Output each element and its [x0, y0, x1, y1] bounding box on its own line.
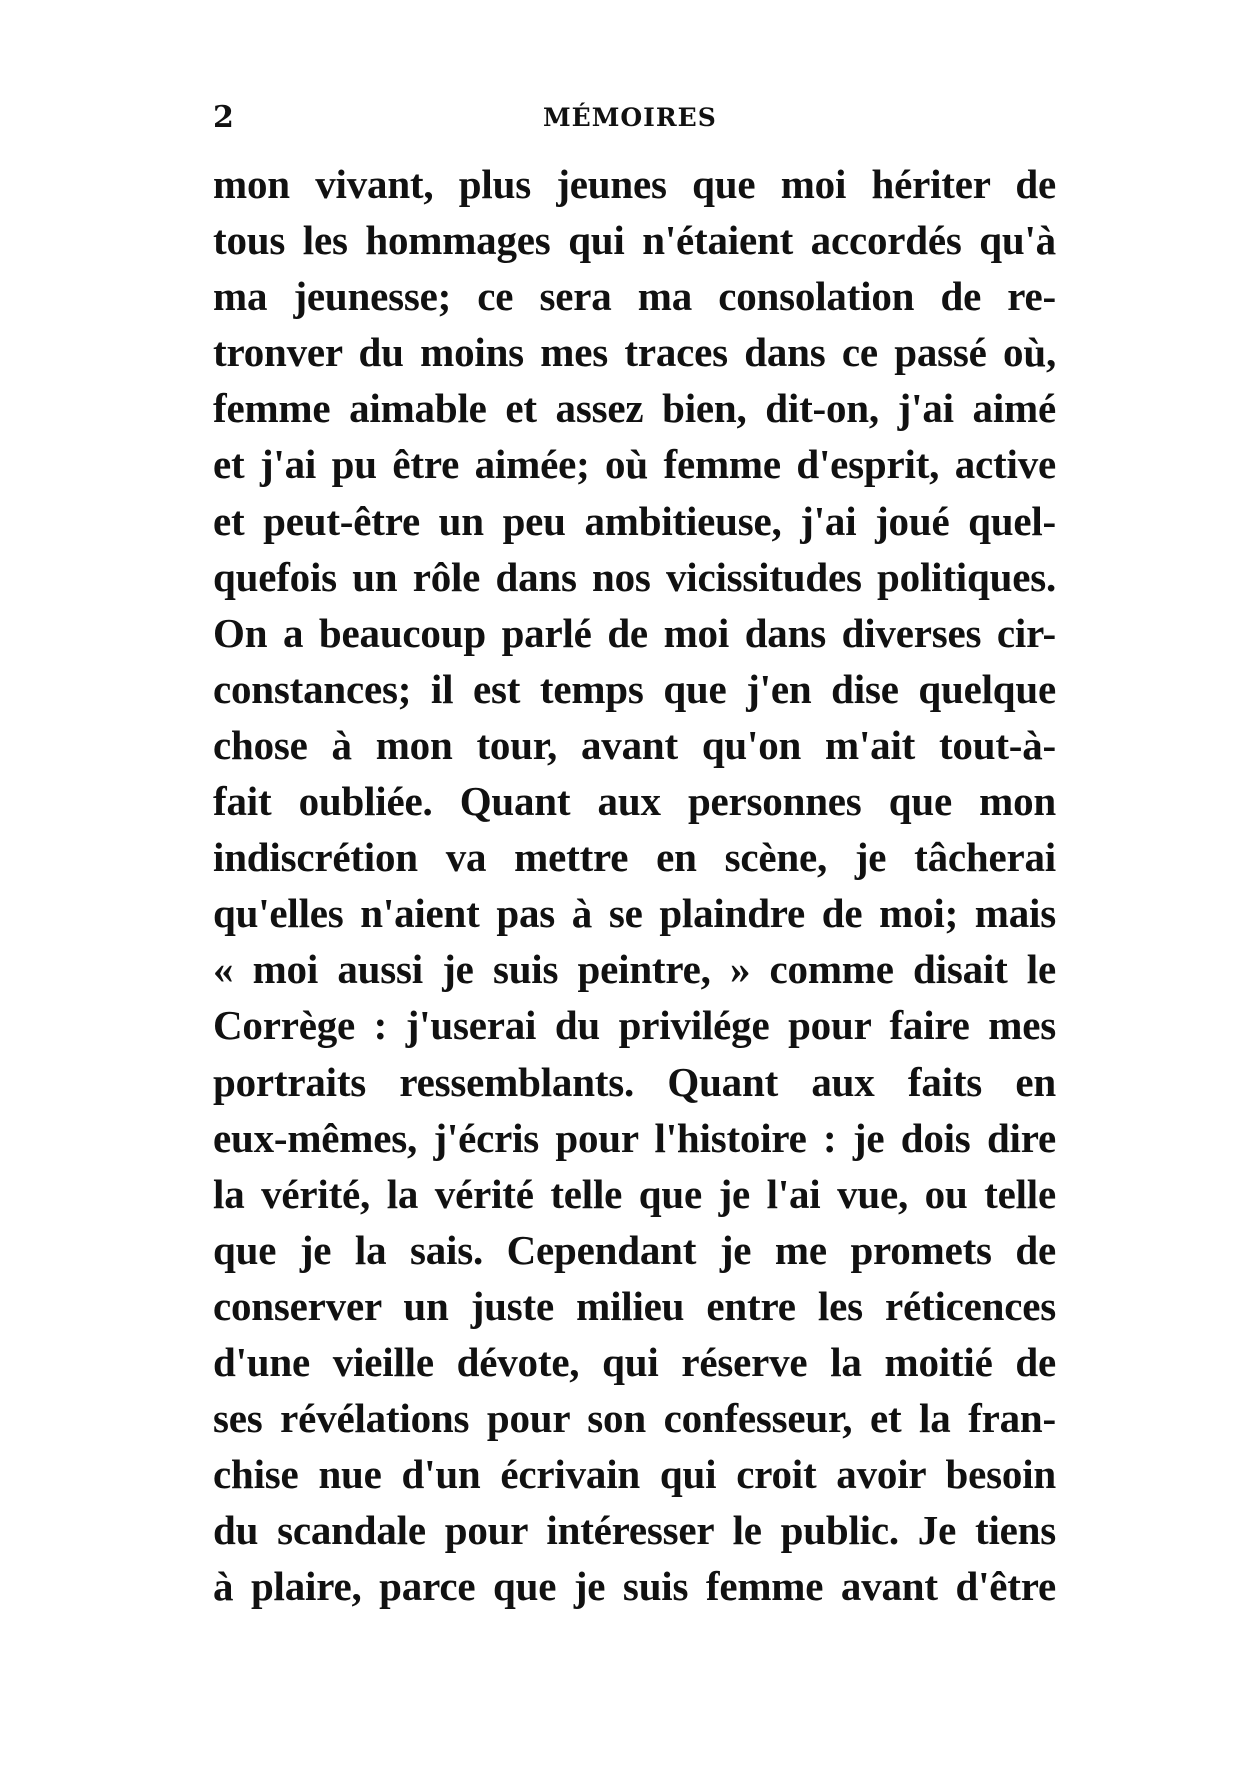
text-line: ma jeunesse; ce sera ma consolation de re- — [213, 273, 1056, 320]
text-line: fait oubliée. Quant aux personnes que mon — [213, 778, 1056, 825]
text-line: tous les hommages qui n'étaient accordés qu'à — [213, 217, 1056, 264]
text-line: qu'elles n'aient pas à se plaindre de moi; mais — [213, 890, 1056, 937]
text-line: chise nue d'un écrivain qui croit avoir besoin — [213, 1451, 1056, 1498]
text-line: d'une vieille dévote, qui réserve la moitié de — [213, 1338, 1056, 1385]
text-line: On a beaucoup parlé de moi dans diverses cir- — [213, 609, 1056, 656]
text-line: femme aimable et assez bien, dit-on, j'ai aimé — [213, 385, 1056, 432]
text-line: « moi aussi je suis peintre, » comme disait le — [213, 946, 1056, 993]
text-line: quefois un rôle dans nos vicissitudes politiques. — [213, 553, 1056, 600]
text-line: et j'ai pu être aimée; où femme d'esprit, active — [213, 441, 1056, 488]
body-text — [213, 156, 1056, 1614]
running-title: MÉMOIRES — [543, 103, 717, 132]
text-line: du scandale pour intéresser le public. Je tiens — [213, 1507, 1056, 1554]
text-line: conserver un juste milieu entre les réticences — [213, 1282, 1056, 1329]
text-line: constances; il est temps que j'en dise quelque — [213, 665, 1056, 712]
text-line: mon vivant, plus jeunes que moi hériter de — [213, 161, 1056, 207]
text-line: et peut-être un peu ambitieuse, j'ai joué quel- — [213, 497, 1056, 544]
text-line: eux-mêmes, j'écris pour l'histoire : je dois dire — [213, 1114, 1056, 1161]
text-line: que je la sais. Cependant je me promets de — [213, 1226, 1056, 1273]
running-head — [213, 98, 1053, 138]
page-number: 2 — [213, 100, 234, 135]
text-line: chose à mon tour, avant qu'on m'ait tout-à- — [213, 721, 1056, 768]
text-line: portraits ressemblants. Quant aux faits en — [213, 1058, 1056, 1105]
text-line: à plaire, parce que je suis femme avant d'être — [213, 1563, 1056, 1610]
text-line: ses révélations pour son confesseur, et la fran- — [213, 1395, 1056, 1442]
text-line: indiscrétion va mettre en scène, je tâcherai — [213, 834, 1056, 881]
text-line: tronver du moins mes traces dans ce passé où, — [213, 329, 1056, 376]
text-line: la vérité, la vérité telle que je l'ai vue, ou telle — [213, 1170, 1056, 1217]
text-line: Corrège : j'userai du privilége pour faire mes — [213, 1002, 1056, 1049]
